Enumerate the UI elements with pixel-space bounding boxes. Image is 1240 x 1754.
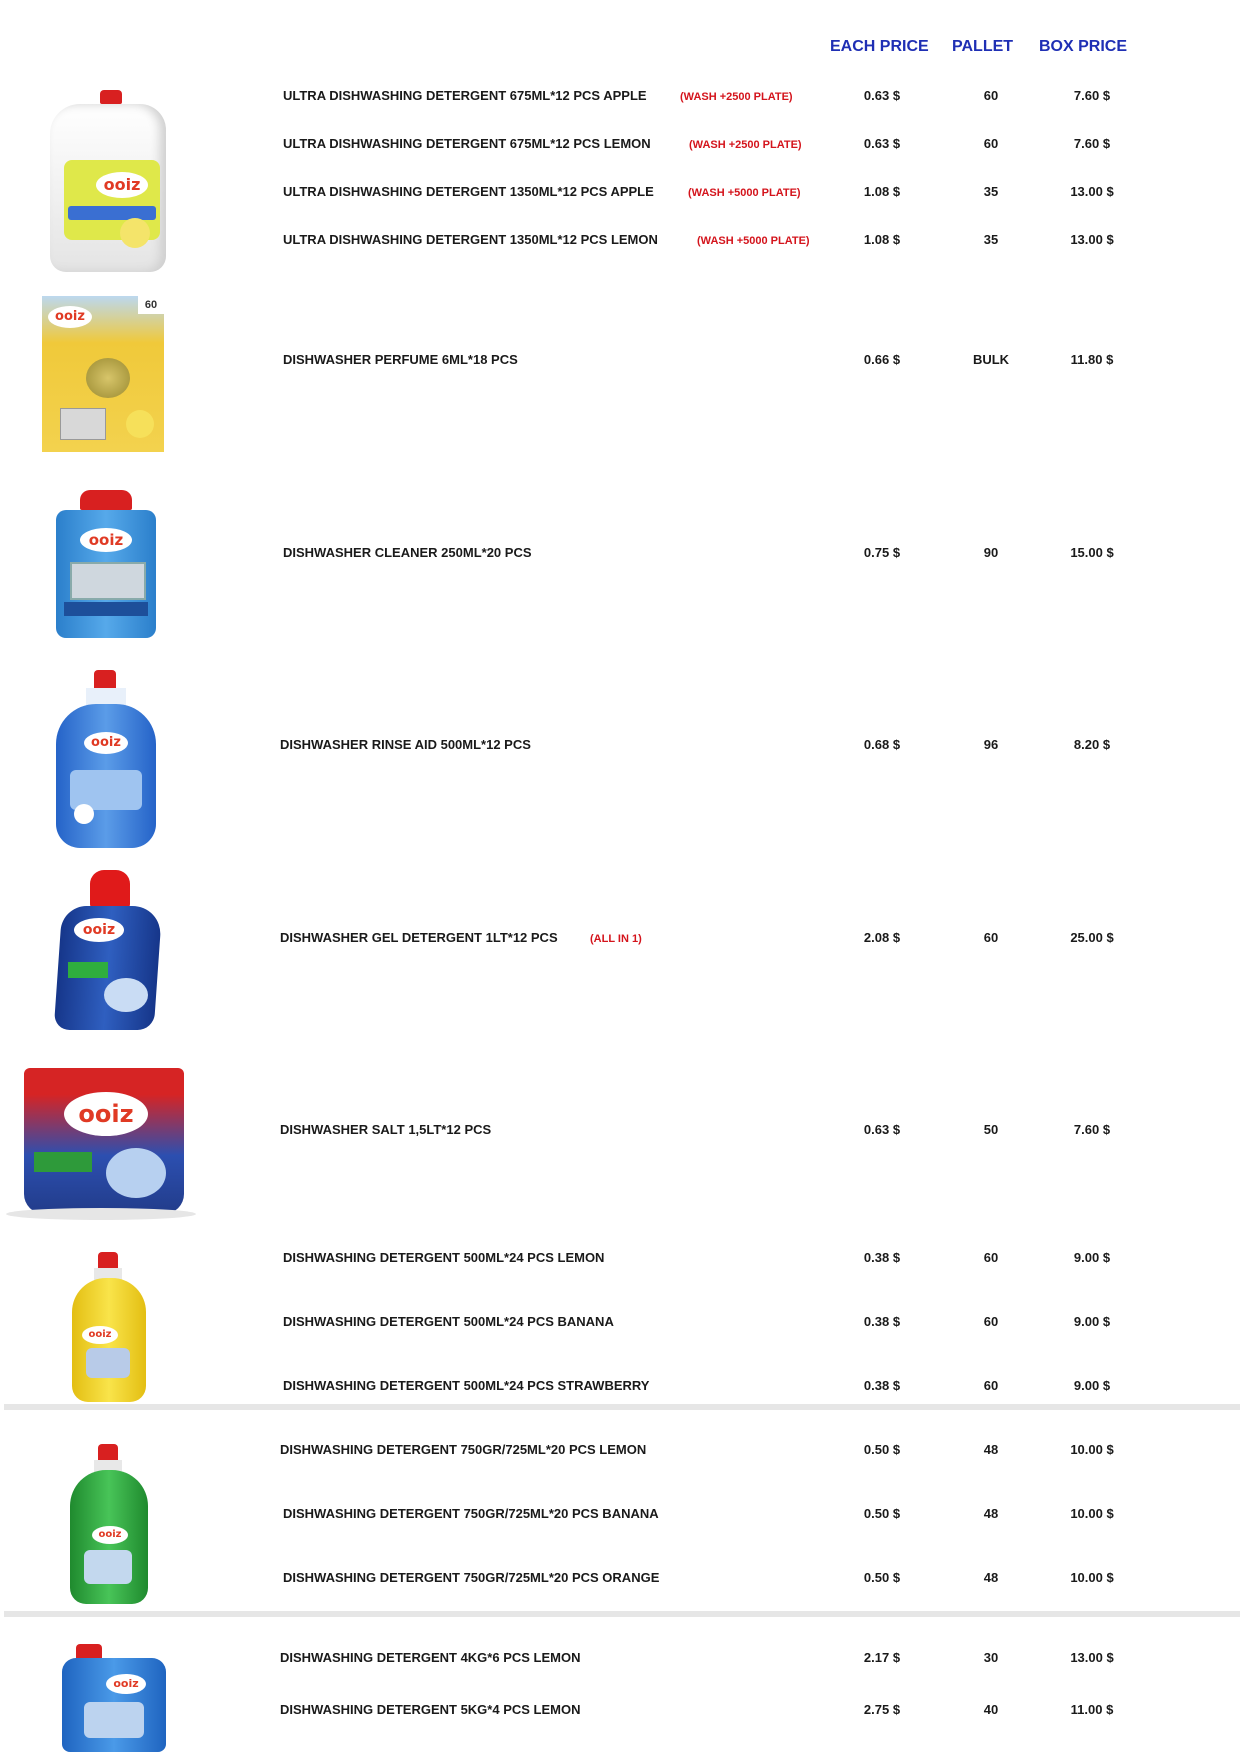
product-note: (ALL IN 1) (590, 933, 642, 945)
each-price: 0.63 $ (863, 136, 901, 151)
pallet-qty: 60 (983, 136, 999, 151)
brand-logo: ooiz (74, 918, 124, 942)
brand-logo: ooiz (64, 1092, 148, 1136)
product-description: DISHWASHING DETERGENT 500ML*24 PCS STRAWBERRY (283, 1378, 650, 1393)
each-price: 0.38 $ (863, 1314, 901, 1329)
each-price: 0.38 $ (863, 1250, 901, 1265)
box-price: 11.80 $ (1070, 352, 1114, 367)
brand-logo: ooiz (92, 1526, 128, 1544)
table-row (0, 737, 1240, 757)
table-row (0, 88, 1240, 108)
table-row (0, 1702, 1240, 1722)
each-price: 2.17 $ (863, 1650, 901, 1665)
pallet-qty: 96 (983, 737, 999, 752)
pallet-qty: 60 (983, 1314, 999, 1329)
product-description: DISHWASHER GEL DETERGENT 1LT*12 PCS (280, 930, 558, 945)
each-price: 0.63 $ (863, 1122, 901, 1137)
pallet-qty: 35 (983, 184, 999, 199)
rinse-aid-bottle-image (54, 670, 158, 848)
brand-logo: ooiz (84, 732, 128, 754)
pallet-qty: 60 (983, 1250, 999, 1265)
box-price: 10.00 $ (1070, 1506, 1114, 1521)
box-price: 7.60 $ (1073, 136, 1111, 151)
table-row (0, 1570, 1240, 1590)
table-row (0, 184, 1240, 204)
table-row (0, 1314, 1240, 1334)
box-price: 8.20 $ (1073, 737, 1111, 752)
table-row (0, 1378, 1240, 1398)
table-row (0, 1650, 1240, 1670)
each-price: 0.50 $ (863, 1506, 901, 1521)
box-price: 10.00 $ (1070, 1570, 1114, 1585)
pallet-qty: 90 (983, 545, 999, 560)
box-price: 11.00 $ (1070, 1702, 1114, 1717)
each-price: 0.63 $ (863, 88, 901, 103)
pallet-qty: 48 (983, 1506, 999, 1521)
table-row (0, 352, 1240, 372)
brand-logo: ooiz (82, 1326, 118, 1344)
each-price: 1.08 $ (863, 184, 901, 199)
pallet-qty: 60 (983, 88, 999, 103)
row-separator (4, 1404, 1240, 1410)
box-price: 9.00 $ (1073, 1378, 1111, 1393)
pallet-qty: BULK (972, 352, 1010, 367)
box-price: 7.60 $ (1073, 1122, 1111, 1137)
row-separator (4, 1611, 1240, 1617)
product-note: (WASH +2500 PLATE) (680, 91, 793, 103)
product-description: DISHWASHING DETERGENT 500ML*24 PCS BANANA (283, 1314, 614, 1329)
table-row (0, 1506, 1240, 1526)
table-row (0, 1442, 1240, 1462)
product-description: DISHWASHER PERFUME 6ML*18 PCS (283, 352, 518, 367)
product-description: DISHWASHING DETERGENT 5KG*4 PCS LEMON (280, 1702, 581, 1717)
table-row (0, 136, 1240, 156)
header-box-price: BOX PRICE (1039, 38, 1128, 55)
each-price: 0.75 $ (863, 545, 901, 560)
product-description: ULTRA DISHWASHING DETERGENT 1350ML*12 PCS LEMON (283, 232, 658, 247)
pallet-qty: 60 (983, 1378, 999, 1393)
each-price: 0.68 $ (863, 737, 901, 752)
product-description: DISHWASHER SALT 1,5LT*12 PCS (280, 1122, 492, 1137)
each-price: 2.75 $ (863, 1702, 901, 1717)
product-description: DISHWASHING DETERGENT 750GR/725ML*20 PCS ORANGE (283, 1570, 660, 1585)
box-price: 10.00 $ (1070, 1442, 1114, 1457)
each-price: 1.08 $ (863, 232, 901, 247)
gel-detergent-bottle-image (54, 870, 166, 1030)
pallet-qty: 35 (983, 232, 999, 247)
box-price: 25.00 $ (1070, 930, 1114, 945)
product-note: (WASH +2500 PLATE) (689, 139, 802, 151)
pallet-qty: 48 (983, 1570, 999, 1585)
product-note: (WASH +5000 PLATE) (688, 187, 801, 199)
dishwasher-salt-pack-image (6, 1068, 196, 1220)
box-price: 9.00 $ (1073, 1314, 1111, 1329)
box-price: 9.00 $ (1073, 1250, 1111, 1265)
brand-logo: ooiz (106, 1674, 146, 1694)
product-description: DISHWASHING DETERGENT 750GR/725ML*20 PCS LEMON (280, 1442, 647, 1457)
product-description: DISHWASHER RINSE AID 500ML*12 PCS (280, 737, 531, 752)
box-price: 15.00 $ (1070, 545, 1114, 560)
each-price: 0.50 $ (863, 1570, 901, 1585)
box-price: 13.00 $ (1070, 1650, 1114, 1665)
product-note: (WASH +5000 PLATE) (697, 235, 810, 247)
header-pallet: PALLET (952, 38, 1014, 55)
pallet-qty: 50 (983, 1122, 999, 1137)
box-price: 13.00 $ (1070, 184, 1114, 199)
box-price: 7.60 $ (1073, 88, 1111, 103)
each-price: 0.50 $ (863, 1442, 901, 1457)
each-price: 0.38 $ (863, 1378, 901, 1393)
dishwasher-perfume-pack-image: 60 ooiz (42, 296, 164, 452)
product-description: DISHWASHING DETERGENT 4KG*6 PCS LEMON (280, 1650, 581, 1665)
table-row (0, 1250, 1240, 1270)
header-each-price: EACH PRICE (830, 38, 929, 55)
table-row (0, 545, 1240, 565)
product-description: DISHWASHER CLEANER 250ML*20 PCS (283, 545, 532, 560)
brand-logo: ooiz (96, 172, 148, 198)
brand-logo: ooiz (80, 528, 132, 552)
table-row (0, 232, 1240, 252)
product-description: ULTRA DISHWASHING DETERGENT 675ML*12 PCS APPLE (283, 88, 647, 103)
table-row (0, 930, 1240, 950)
pallet-qty: 60 (983, 930, 999, 945)
table-row (0, 1122, 1240, 1142)
product-description: DISHWASHING DETERGENT 750GR/725ML*20 PCS BANANA (283, 1506, 659, 1521)
pallet-qty: 40 (983, 1702, 999, 1717)
pallet-qty: 48 (983, 1442, 999, 1457)
product-description: DISHWASHING DETERGENT 500ML*24 PCS LEMON (283, 1250, 605, 1265)
product-description: ULTRA DISHWASHING DETERGENT 1350ML*12 PCS APPLE (283, 184, 654, 199)
product-description: ULTRA DISHWASHING DETERGENT 675ML*12 PCS LEMON (283, 136, 651, 151)
box-price: 13.00 $ (1070, 232, 1114, 247)
brand-logo: ooiz (48, 306, 92, 328)
each-price: 2.08 $ (863, 930, 901, 945)
each-price: 0.66 $ (863, 352, 901, 367)
pallet-qty: 30 (983, 1650, 999, 1665)
